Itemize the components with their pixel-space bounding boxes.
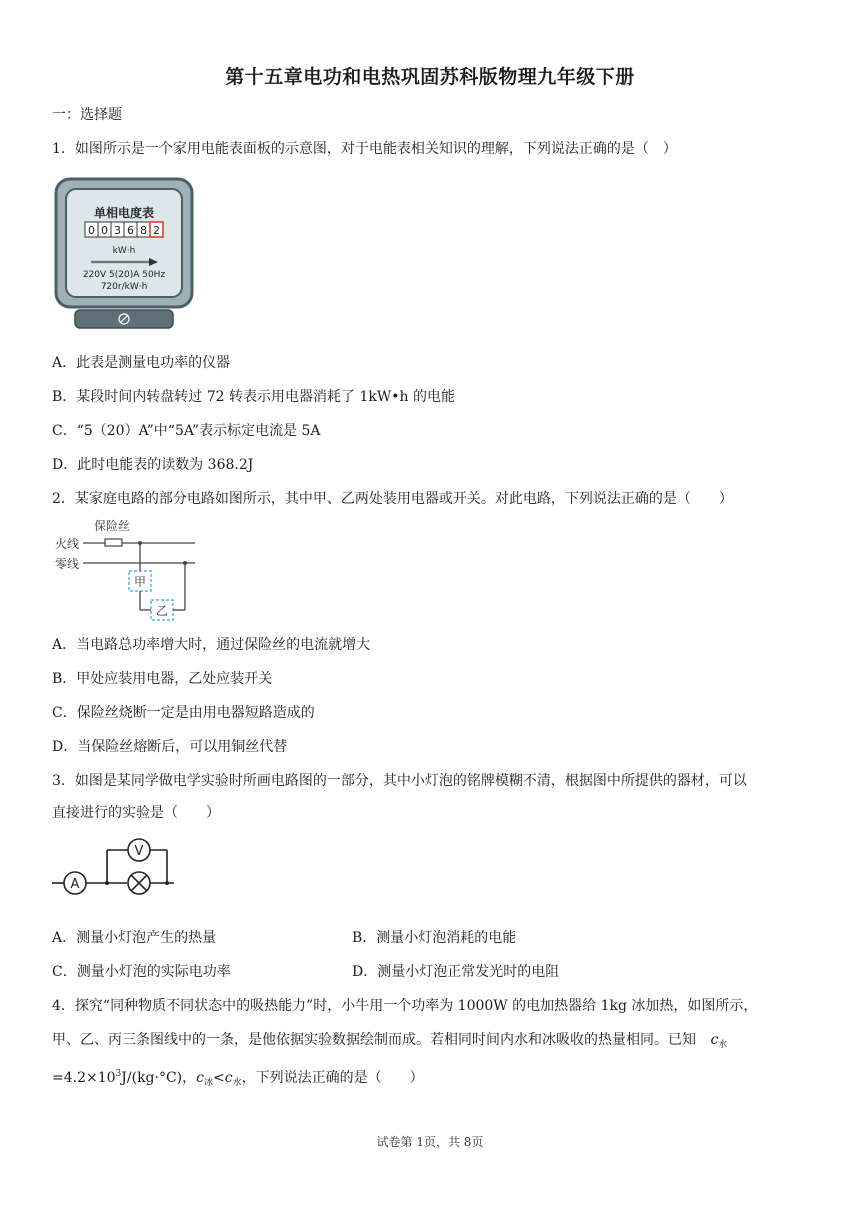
- q1-stem: 1．如图所示是一个家用电能表面板的示意图，对于电能表相关知识的理解，下列说法正确的是（ ）: [52, 141, 677, 157]
- q2-option-c: C．保险丝烧断一定是由用电器短路造成的: [52, 705, 315, 721]
- ammeter-voltmeter-lamp-diagram: [50, 838, 180, 900]
- position-yi-label: 乙: [155, 604, 169, 618]
- q2-circuit-figure: [53, 514, 203, 626]
- q4-line3-tail: ，下列说法正确的是（ ）: [241, 1070, 424, 1086]
- meter-digit: 0: [101, 224, 108, 237]
- q4-water-value: =4.2×10: [52, 1070, 116, 1086]
- q1-meter-figure: [53, 177, 195, 337]
- q1-option-d: D．此时电能表的读数为 368.2J: [52, 457, 254, 473]
- q4-line3: [52, 1064, 424, 1093]
- voltmeter-label: V: [134, 844, 144, 859]
- live-wire-label: 火线: [55, 537, 80, 551]
- q2-option-a: A．当电路总功率增大时，通过保险丝的电流就增大: [52, 637, 371, 653]
- fuse-icon: [105, 539, 122, 546]
- meter-spec-rating: 220V 5(20)A 50Hz: [82, 270, 166, 280]
- page-footer: 试卷第 1页，共 8页: [376, 1135, 484, 1149]
- meter-spec-revolutions: 720r/kW·h: [100, 282, 148, 292]
- q2-option-b: B．甲处应装用电器，乙处应装开关: [52, 671, 273, 687]
- less-than-sign: <: [213, 1070, 225, 1086]
- q3-option-b: B．测量小灯泡消耗的电能: [352, 930, 517, 946]
- electricity-meter-illustration: [53, 177, 195, 333]
- fuse-label: 保险丝: [94, 519, 131, 533]
- q4-line1: 4．探究“同种物质不同状态中的吸热能力”时，小牛用一个功率为 1000W 的电加热器给 1kg 冰加热，如图所示，: [52, 998, 758, 1014]
- q2-stem: 2．某家庭电路的部分电路如图所示，其中甲、乙两处装用电器或开关。对此电路，下列说法正确的是（ ）: [52, 491, 733, 507]
- ice-subscript: 冰: [204, 1078, 214, 1088]
- meter-digit: 2: [153, 224, 160, 237]
- q4-unit: J/(kg·°C)，: [121, 1070, 197, 1086]
- water-subscript: 水: [718, 1040, 728, 1050]
- meter-digit: 3: [114, 224, 121, 237]
- page-title: 第十五章电功和电热巩固苏科版物理九年级下册: [225, 66, 635, 88]
- meter-digit: 8: [140, 224, 147, 237]
- q3-circuit-figure: [50, 838, 180, 904]
- q4-line2: [52, 1030, 727, 1055]
- q3-stem-line2: 直接进行的实验是（ ）: [52, 805, 220, 821]
- ammeter-label: A: [70, 877, 80, 892]
- household-circuit-diagram: [53, 514, 203, 622]
- meter-name: 单相电度表: [93, 206, 155, 220]
- q2-option-d: D．当保险丝熔断后，可以用铜丝代替: [52, 739, 288, 755]
- neutral-wire-label: 零线: [55, 557, 80, 571]
- q1-option-b: B．某段时间内转盘转过 72 转表示用电器消耗了 1kW•h 的电能: [52, 389, 455, 405]
- meter-digit: 0: [88, 224, 95, 237]
- specific-heat-symbol: c: [710, 1032, 719, 1048]
- q3-stem-line1: 3．如图是某同学做电学实验时所画电路图的一部分，其中小灯泡的铭牌模糊不清，根据图中所提供的器材，可以: [52, 773, 747, 789]
- meter-unit: kW·h: [112, 246, 136, 256]
- section-heading: 一：选择题: [52, 107, 122, 123]
- position-jia-label: 甲: [133, 575, 147, 589]
- specific-heat-symbol-water: c: [224, 1070, 233, 1086]
- q1-option-c: C．“5（20）A”中“5A”表示标定电流是 5A: [52, 423, 321, 439]
- q3-option-c: C．测量小灯泡的实际电功率: [52, 964, 231, 980]
- meter-digit-row: [85, 222, 163, 237]
- meter-digit: 6: [127, 224, 134, 237]
- water-subscript-2: 水: [232, 1078, 242, 1088]
- q3-option-d: D．测量小灯泡正常发光时的电阻: [352, 964, 560, 980]
- q1-option-a: A．此表是测量电功率的仪器: [52, 355, 231, 371]
- q4-exponent: 3: [115, 1069, 122, 1079]
- q4-line2-text: 甲、乙、丙三条图线中的一条，是他依据实验数据绘制而成。若相同时间内水和冰吸收的热量相同。已知: [52, 1032, 696, 1048]
- specific-heat-symbol-ice: c: [196, 1070, 204, 1086]
- q3-option-a: A．测量小灯泡产生的热量: [52, 930, 217, 946]
